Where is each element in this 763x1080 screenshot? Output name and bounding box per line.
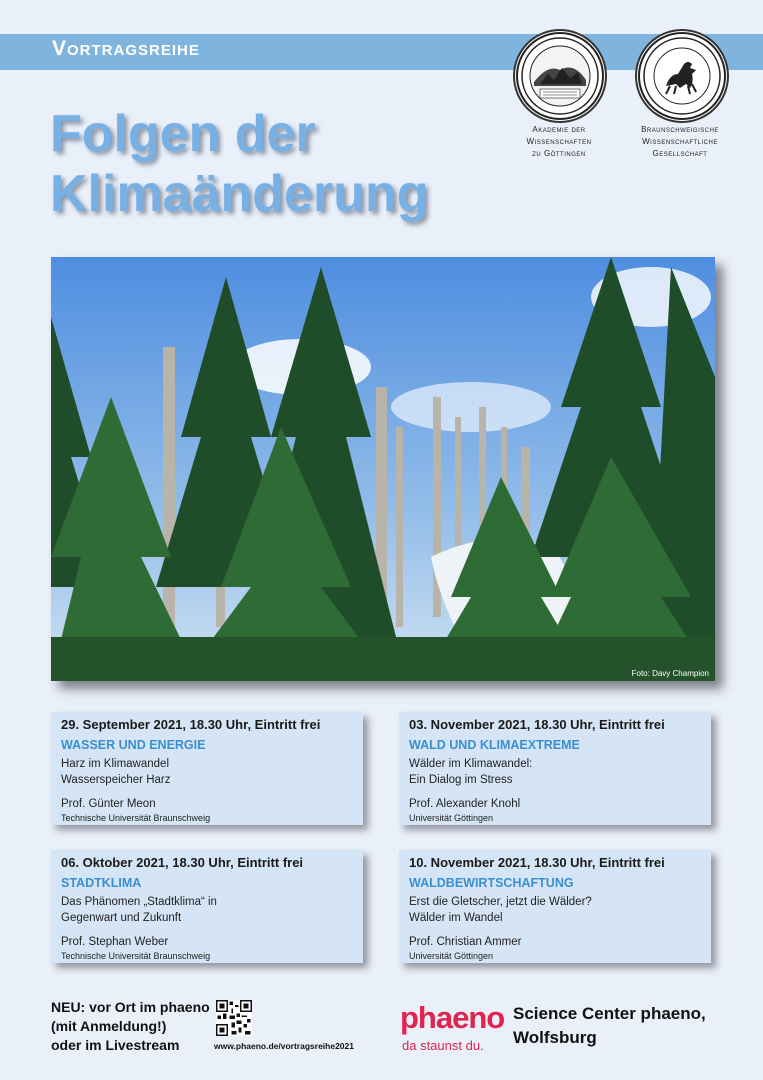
event-subtitle: Wasserspeicher Harz [61, 774, 171, 786]
event-url-link[interactable]: www.phaeno.de/vortragsreihe2021 [214, 1041, 354, 1051]
event-subtitle: Wälder im Klimawandel: [409, 758, 533, 770]
event-institution: Technische Universität Braunschweig [61, 813, 211, 823]
horse-seal-icon [638, 32, 726, 120]
event-subtitle: Harz im Klimawandel [61, 758, 170, 770]
series-label: Vortragsreihe [52, 37, 200, 60]
page-title [50, 104, 429, 224]
event-card [51, 850, 363, 963]
event-card [51, 712, 363, 825]
event-speaker: Prof. Alexander Knohl [409, 798, 521, 810]
event-date: 03. November 2021, 18.30 Uhr, Eintritt frei [409, 717, 665, 732]
attendance-note: NEU: vor Ort im phaeno (mit Anmeldung!) oder im Livestream [51, 999, 210, 1053]
event-institution: Universität Göttingen [409, 951, 494, 961]
event-institution: Universität Göttingen [409, 813, 494, 823]
event-date: 29. September 2021, 18.30 Uhr, Eintritt frei [61, 717, 321, 732]
event-topic: WASSER UND ENERGIE [61, 738, 206, 752]
event-subtitle: Ein Dialog im Stress [409, 774, 513, 786]
event-date: 06. Oktober 2021, 18.30 Uhr, Eintritt frei [61, 855, 304, 870]
event-speaker: Prof. Günter Meon [61, 798, 156, 810]
event-card [399, 850, 711, 963]
event-institution: Technische Universität Braunschweig [61, 951, 211, 961]
academy-seal-icon [516, 32, 604, 120]
event-subtitle: Erst die Gletscher, jetzt die Wälder? [409, 896, 592, 908]
event-topic: WALD UND KLIMAEXTREME [409, 738, 580, 752]
event-speaker: Prof. Stephan Weber [61, 936, 169, 948]
photo-credit: Foto: Davy Champion [631, 669, 709, 678]
phaeno-logo: phaeno [400, 1000, 505, 1035]
braunschweig-caption: Braunschweigische Wissenschaftliche Gesellschaft [641, 125, 719, 158]
event-topic: WALDBEWIRTSCHAFTUNG [409, 876, 574, 890]
event-subtitle: Wälder im Wandel [409, 912, 503, 924]
event-subtitle: Gegenwart und Zukunft [61, 912, 182, 924]
venue-name: Science Center phaeno, Wolfsburg [513, 1004, 706, 1047]
forest-photo [51, 257, 715, 681]
title-line-1: Folgen der [50, 105, 316, 163]
event-subtitle: Das Phänomen „Stadtklima“ in [61, 896, 217, 908]
phaeno-tagline: da staunst du. [402, 1038, 484, 1053]
event-speaker: Prof. Christian Ammer [409, 936, 522, 948]
title-line-2: Klimaänderung [50, 165, 429, 223]
event-date: 10. November 2021, 18.30 Uhr, Eintritt frei [409, 855, 665, 870]
event-topic: STADTKLIMA [61, 876, 142, 890]
event-card [399, 712, 711, 825]
qr-code-icon[interactable] [216, 1000, 252, 1036]
academy-caption: Akademie der Wissenschaften zu Göttingen [526, 125, 592, 158]
